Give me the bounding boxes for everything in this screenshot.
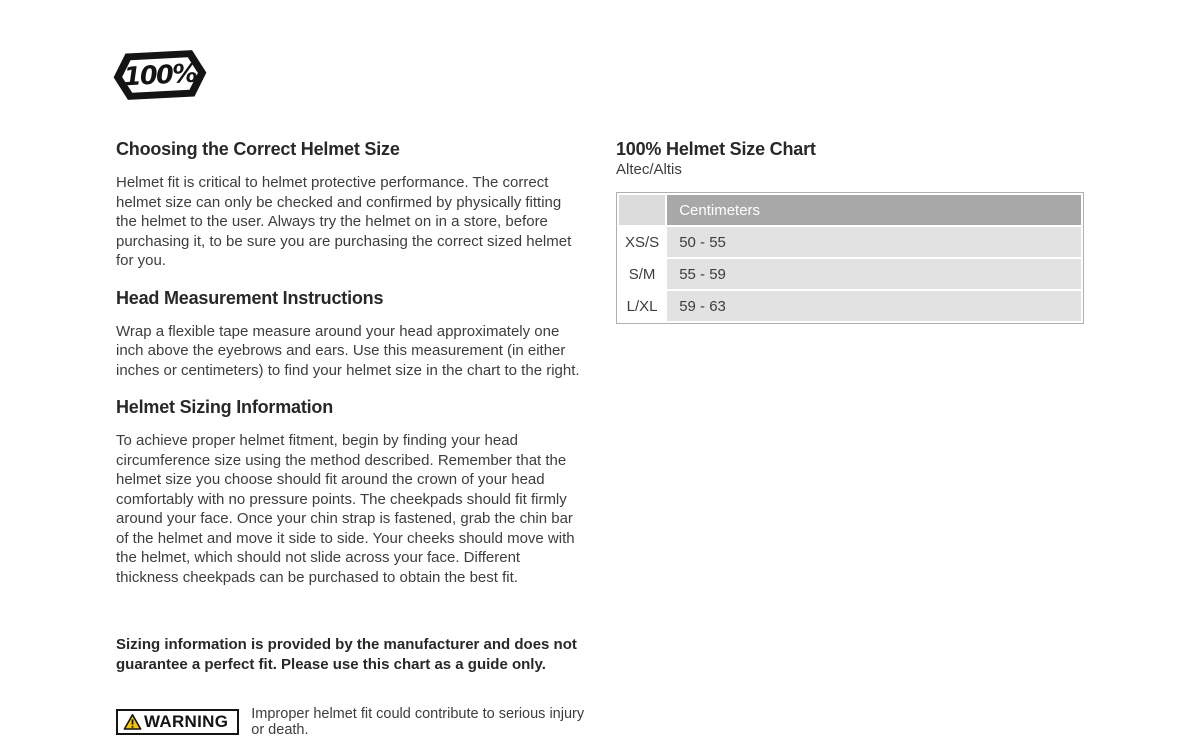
size-chart-title: 100% Helmet Size Chart: [616, 139, 816, 159]
size-value-xs-s: 50 - 55: [667, 227, 1081, 257]
warning-triangle-icon: [123, 713, 142, 731]
section-body-head-measurement: Wrap a flexible tape measure around your head approximately one inch above the eyebrows and ears. Use this measurement (in either inches or centimeters) to find your helmet size in the chart to the right.: [116, 322, 580, 379]
section-body-sizing-information: To achieve proper helmet fitment, begin by finding your head circumference size using the method described. Remember that the helmet size you choose should fit around the crown of your head comfortably with no pressure points. The cheekpads should fit firmly around your face. Once your chin strap is fastened, grab the chin bar of the helmet and move it side to side. Your cheeks should move with the helmet, which should not slide across your face. Different thickness cheekpads can be purchased to obtain the best fit.: [116, 432, 575, 586]
size-chart-subtitle: Altec/Altis: [616, 161, 682, 178]
sizing-disclaimer: Sizing information is provided by the manufacturer and does not guarantee a perfect fit. Please use this chart as a guide only.: [116, 636, 577, 673]
size-table-column-header: Centimeters: [667, 195, 1081, 225]
size-label-xs-s: XS/S: [619, 227, 665, 257]
warning-badge: [116, 709, 239, 735]
section-heading-choosing-size: Choosing the Correct Helmet Size: [116, 139, 400, 159]
size-value-s-m: 55 - 59: [667, 259, 1081, 289]
warning-row: [116, 706, 586, 738]
brand-logo-100-percent-icon: [112, 44, 208, 106]
section-body-choosing-size: Helmet fit is critical to helmet protective performance. The correct helmet size can only be checked and confirmed by physically fitting the helmet to the user. Always try the helmet on in a store, before purchasing it, to be sure you are purchasing the correct sized helmet for you.: [116, 174, 572, 269]
size-label-l-xl: L/XL: [619, 291, 665, 321]
table-row: [619, 227, 1081, 257]
instructions-column: [116, 138, 586, 738]
size-chart-column: [616, 138, 1086, 324]
size-table-corner-cell: [619, 195, 665, 225]
table-row: [619, 291, 1081, 321]
size-label-s-m: S/M: [619, 259, 665, 289]
table-row: [619, 259, 1081, 289]
warning-text: Improper helmet fit could contribute to serious injury or death.: [251, 706, 585, 738]
size-chart-table: [616, 192, 1084, 324]
section-heading-sizing-information: Helmet Sizing Information: [116, 397, 334, 417]
logo-text: 100%: [122, 58, 198, 93]
section-heading-head-measurement: Head Measurement Instructions: [116, 287, 384, 308]
warning-label: WARNING: [144, 712, 229, 731]
size-value-l-xl: 59 - 63: [667, 291, 1081, 321]
size-table-header-row: [619, 195, 1081, 225]
